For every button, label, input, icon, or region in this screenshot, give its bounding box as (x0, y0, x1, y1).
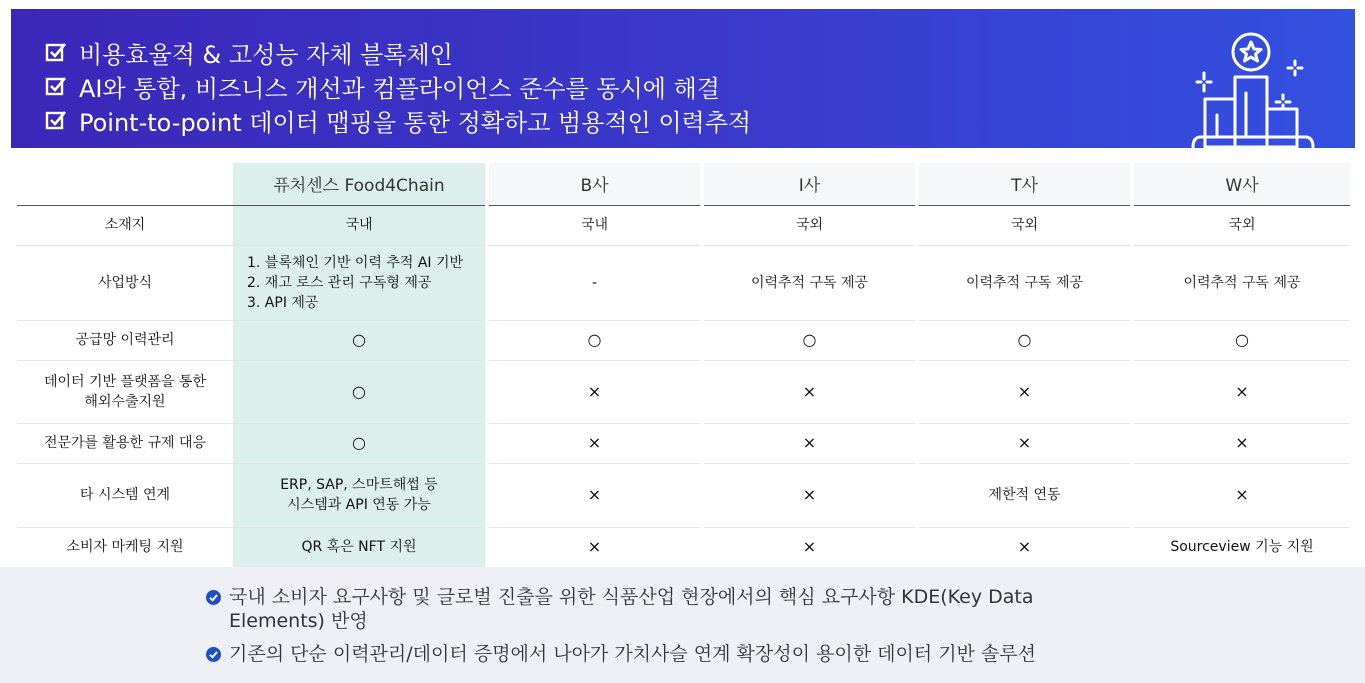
table-cell: 국외 (919, 205, 1130, 245)
cross-mark: × (704, 423, 915, 463)
banner-line (45, 70, 720, 102)
row-label: 공급망 이력관리 (17, 320, 233, 360)
check-circle-icon (206, 590, 221, 605)
row-label: 소비자 마케팅 지원 (17, 527, 233, 567)
table-cell: 국내 (233, 205, 485, 245)
header-blank (17, 163, 233, 205)
summary-item (206, 642, 1109, 666)
trophy-podium-icon (1183, 27, 1323, 148)
cross-mark: × (704, 360, 915, 423)
cross-mark: × (919, 527, 1130, 567)
banner-line-text: 비용효율적 & 고성능 자체 블록체인 (79, 40, 453, 69)
summary-text: 기존의 단순 이력관리/데이터 증명에서 나아가 가치사슬 연계 확장성이 용이한 데이터 기반 솔루션 (229, 643, 1036, 665)
summary-item (206, 585, 1109, 633)
circle-mark: ○ (489, 320, 700, 360)
checkbox-icon (45, 41, 67, 63)
circle-mark: ○ (704, 320, 915, 360)
feature-banner (11, 9, 1355, 148)
cross-mark: × (919, 360, 1130, 423)
cross-mark: × (1134, 360, 1350, 423)
banner-line (45, 104, 751, 136)
cross-mark: × (1134, 463, 1350, 527)
table-cell: 국내 (489, 205, 700, 245)
cross-mark: × (704, 527, 915, 567)
check-circle-icon (206, 647, 221, 662)
table-cell: 제한적 연동 (919, 463, 1130, 527)
table-cell: 국외 (704, 205, 915, 245)
row-label: 사업방식 (17, 245, 233, 320)
header-food4chain: 퓨처센스 Food4Chain (233, 163, 485, 205)
table-cell: 이력추적 구독 제공 (919, 245, 1130, 320)
table-cell: - (489, 245, 700, 320)
table-cell: 이력추적 구독 제공 (704, 245, 915, 320)
cross-mark: × (489, 423, 700, 463)
table-cell: 1. 블록체인 기반 이력 추적 AI 기반 2. 재고 로스 관리 구독형 제공 3. API 제공 (233, 245, 485, 320)
table-row (17, 463, 1350, 527)
cross-mark: × (489, 463, 700, 527)
banner-line (45, 36, 453, 68)
header-company-t: T사 (919, 163, 1130, 205)
table-row (17, 527, 1350, 567)
cross-mark: × (489, 360, 700, 423)
header-company-i: I사 (704, 163, 915, 205)
table-cell: Sourceview 기능 지원 (1134, 527, 1350, 567)
circle-mark: ○ (233, 360, 485, 423)
checkbox-icon (45, 109, 67, 131)
table-row (17, 205, 1350, 245)
row-label: 데이터 기반 플랫폼을 통한 해외수출지원 (17, 360, 233, 423)
circle-mark: ○ (1134, 320, 1350, 360)
table-row (17, 423, 1350, 463)
row-label: 타 시스템 연계 (17, 463, 233, 527)
table-cell: QR 혹은 NFT 지원 (233, 527, 485, 567)
circle-mark: ○ (233, 423, 485, 463)
cross-mark: × (1134, 423, 1350, 463)
table-cell: 국외 (1134, 205, 1350, 245)
header-company-b: B사 (489, 163, 700, 205)
table-cell: 이력추적 구독 제공 (1134, 245, 1350, 320)
row-label: 소재지 (17, 205, 233, 245)
table-cell: ERP, SAP, 스마트해썹 등 시스템과 API 연동 가능 (233, 463, 485, 527)
table-header-row (17, 163, 1350, 205)
cross-mark: × (489, 527, 700, 567)
table-row (17, 360, 1350, 423)
table-row (17, 320, 1350, 360)
table-row (17, 245, 1350, 320)
summary-panel (0, 567, 1365, 683)
checkbox-icon (45, 75, 67, 97)
comparison-table (17, 163, 1350, 568)
circle-mark: ○ (919, 320, 1130, 360)
banner-line-text: Point-to-point 데이터 맵핑을 통한 정확하고 범용적인 이력추적 (79, 108, 752, 137)
summary-text: 국내 소비자 요구사항 및 글로벌 진출을 위한 식품산업 현장에서의 핵심 요구사항 KDE(Key Data Elements) 반영 (229, 586, 1034, 632)
cross-mark: × (919, 423, 1130, 463)
cross-mark: × (704, 463, 915, 527)
header-company-w: W사 (1134, 163, 1350, 205)
row-label: 전문가를 활용한 규제 대응 (17, 423, 233, 463)
banner-line-text: AI와 통합, 비즈니스 개선과 컴플라이언스 준수를 동시에 해결 (79, 74, 720, 103)
circle-mark: ○ (233, 320, 485, 360)
